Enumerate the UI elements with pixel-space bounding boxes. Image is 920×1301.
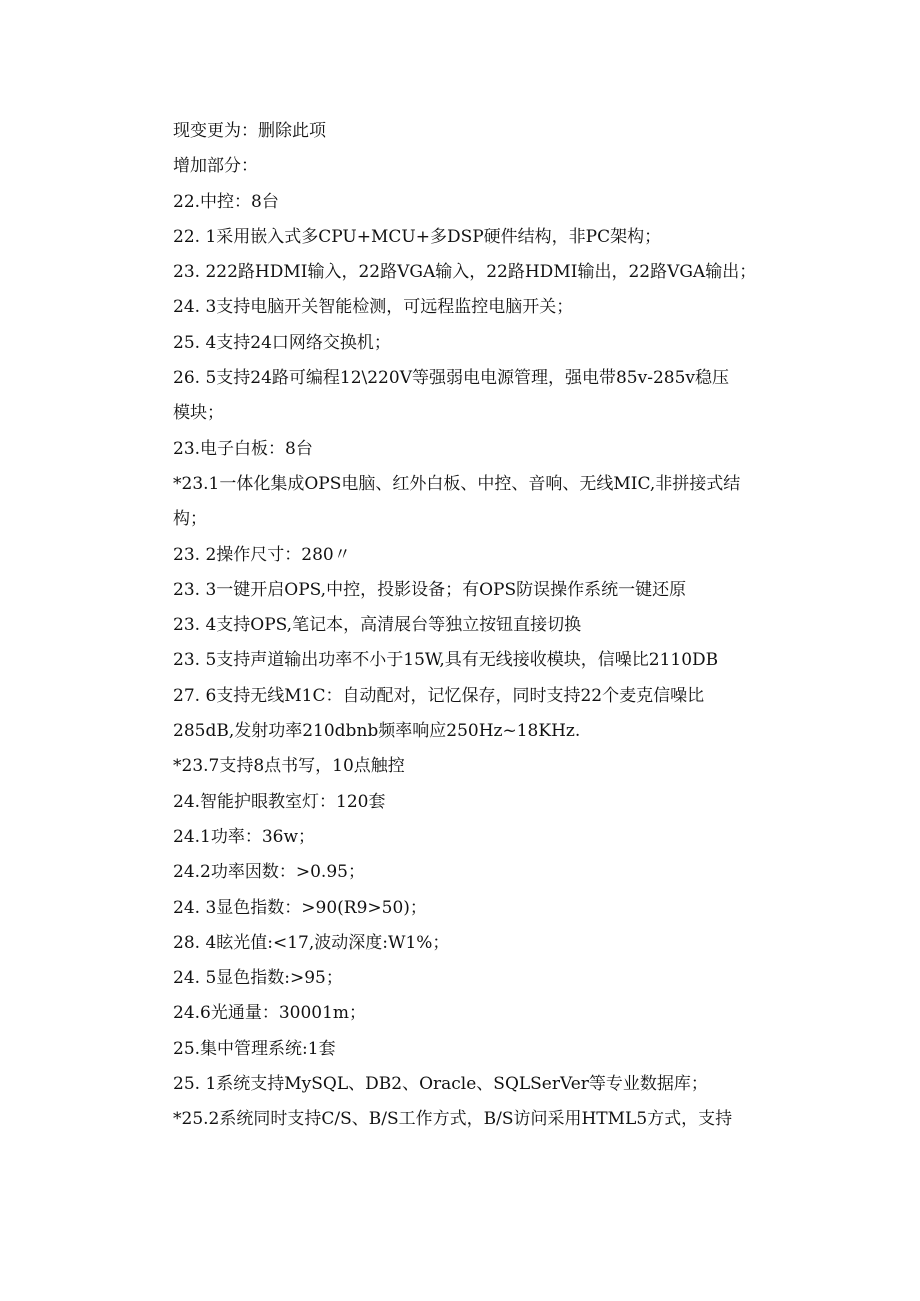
paragraph-line: 23. 2操作尺寸：280〃 <box>173 544 351 565</box>
paragraph-line: *25.2系统同时支持C/S、B/S工作方式，B/S访问采用HTML5方式，支持 <box>173 1109 733 1130</box>
paragraph-line: 27. 6支持无线M1C：自动配对，记忆保存，同时支持22个麦克信噪比 <box>173 685 705 706</box>
paragraph-line: *23.7支持8点书写，10点触控 <box>173 756 405 777</box>
paragraph-line: 24.6光通量：30001m； <box>173 1003 367 1024</box>
paragraph-line: 22. 1采用嵌入式多CPU+MCU+多DSP硬件结构，非PC架构； <box>173 226 662 247</box>
paragraph-line: 23. 222路HDMI输入，22路VGA输入，22路HDMI输出，22路VGA输出； <box>173 262 757 283</box>
paragraph-line: 28. 4眩光值:<17,波动深度:W1%； <box>173 932 450 953</box>
paragraph-line: *23.1一体化集成OPS电脑、红外白板、中控、音响、无线MIC,非拼接式结 <box>173 473 741 494</box>
paragraph-line: 25. 1系统支持MySQL、DB2、Oracle、SQLSerVer等专业数据库； <box>173 1074 708 1095</box>
paragraph-line: 26. 5支持24路可编程12\220V等强弱电电源管理，强电带85v-285v稳压 <box>173 368 730 389</box>
paragraph-line: 24.1功率：36w； <box>173 826 316 847</box>
paragraph-line: 24. 3显色指数：>90(R9>50)； <box>173 897 427 918</box>
paragraph-line: 285dB,发射功率210dbnb频率响应250Hz~18KHz. <box>173 721 581 742</box>
section-heading: 23.电子白板：8台 <box>173 438 313 459</box>
paragraph-line: 25. 4支持24口网络交换机； <box>173 332 391 353</box>
document-body <box>173 114 793 1138</box>
paragraph-line: 模块； <box>173 403 224 424</box>
paragraph-line: 24.2功率因数：>0.95； <box>173 862 365 883</box>
section-heading: 25.集中管理系统:1套 <box>173 1038 336 1059</box>
paragraph-line: 23. 3一键开启OPS,中控，投影设备；有OPS防误操作系统一键还原 <box>173 579 687 600</box>
paragraph-line: 现变更为：删除此项 <box>173 121 326 141</box>
paragraph-line: 构； <box>173 509 207 530</box>
section-heading: 22.中控：8台 <box>173 191 279 212</box>
paragraph-line: 24. 3支持电脑开关智能检测，可远程监控电脑开关； <box>173 297 574 318</box>
paragraph-line: 23. 5支持声道输出功率不小于15W,具有无线接收模块，信噪比2110DB <box>173 650 719 671</box>
section-heading: 24.智能护眼教室灯：120套 <box>173 791 386 812</box>
paragraph-line: 23. 4支持OPS,笔记本，高清展台等独立按钮直接切换 <box>173 615 582 636</box>
paragraph-line: 24. 5显色指数:>95； <box>173 968 343 989</box>
paragraph-line: 增加部分： <box>173 156 258 177</box>
